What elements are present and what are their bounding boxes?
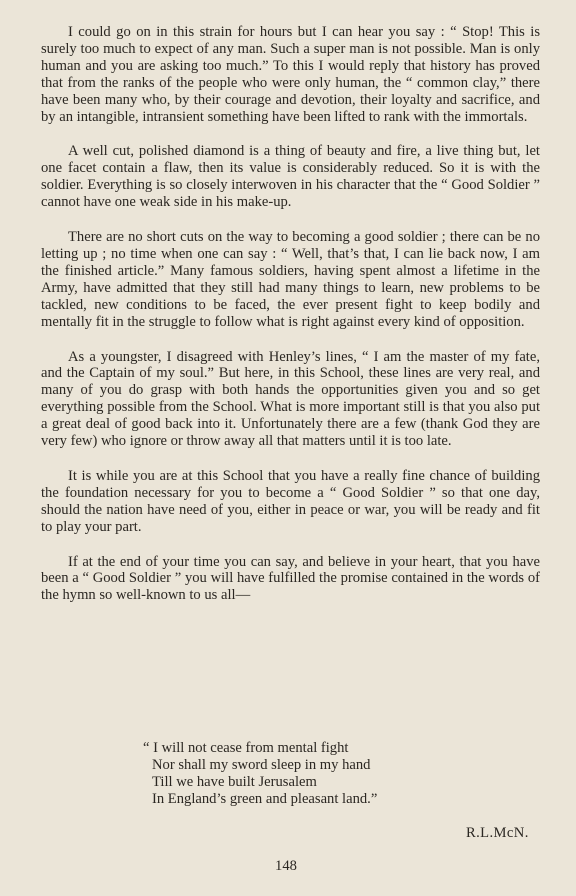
- paragraph-6: If at the end of your time you can say, and believe in your heart, that you have been a “ Good Soldier ” you will have fulfilled the promise contained in the words of the hymn so well-known to us all—: [41, 553, 540, 604]
- page-number: 148: [275, 858, 297, 874]
- paragraph-2: A well cut, polished diamond is a thing of beauty and fire, a live thing but, let one facet contain a flaw, then its value is considerably reduced. So it is with the soldier. Everything is so closely interwoven in his character that the “ Good Soldier ” cannot have one weak side in his make-up.: [41, 143, 540, 211]
- hymn-quotation: [143, 740, 473, 808]
- verse-line-4: In England’s green and pleasant land.”: [152, 790, 378, 807]
- author-signature: R.L.McN.: [466, 825, 529, 841]
- verse-line-1: “ I will not cease from mental fight: [143, 740, 349, 756]
- paragraph-4: As a youngster, I disagreed with Henley’s lines, “ I am the master of my fate, and the Captain of my soul.” But here, in this School, these lines are very real, and many of you do grasp with both hands the opportunities given you and so get everything possible from the School. What is more important still is that you also put a great deal of good back into it. Unfortunately there are a few (thank God they are very few) who ignore or throw away all that matters until it is too late.: [41, 348, 540, 450]
- paragraph-1: I could go on in this strain for hours but I can hear you say : “ Stop! This is surely too much to expect of any man. Such a super man is not possible. Man is only human and you are asking too much.” To this I would reply that history has proved that from the ranks of the people who were only human, the “ common clay,” there have been many who, by their courage and devotion, their loyalty and sacrifice, and by an intangible, intransient something have been lifted to rank with the immortals.: [41, 24, 540, 125]
- paragraph-3: There are no short cuts on the way to becoming a good soldier ; there can be no letting up ; no time when one can say : “ Well, that’s that, I can lie back now, I am the finished article.” Many famous soldiers, having spent almost a lifetime in the Army, have admitted that they still had many things to learn, new problems to be tackled, new conditions to be faced, the ever present fight to keep bodily and mentally fit in the struggle to follow what is right against every kind of opposition.: [41, 229, 540, 330]
- article-body: [41, 24, 540, 622]
- verse-line-3: Till we have built Jerusalem: [152, 773, 317, 790]
- verse-line-2: Nor shall my sword sleep in my hand: [152, 756, 371, 773]
- paragraph-5: It is while you are at this School that you have a really fine chance of building the foundation necessary for you to become a “ Good Soldier ” so that one day, should the nation have need of you, either in peace or war, you will be ready and fit to play your part.: [41, 467, 540, 535]
